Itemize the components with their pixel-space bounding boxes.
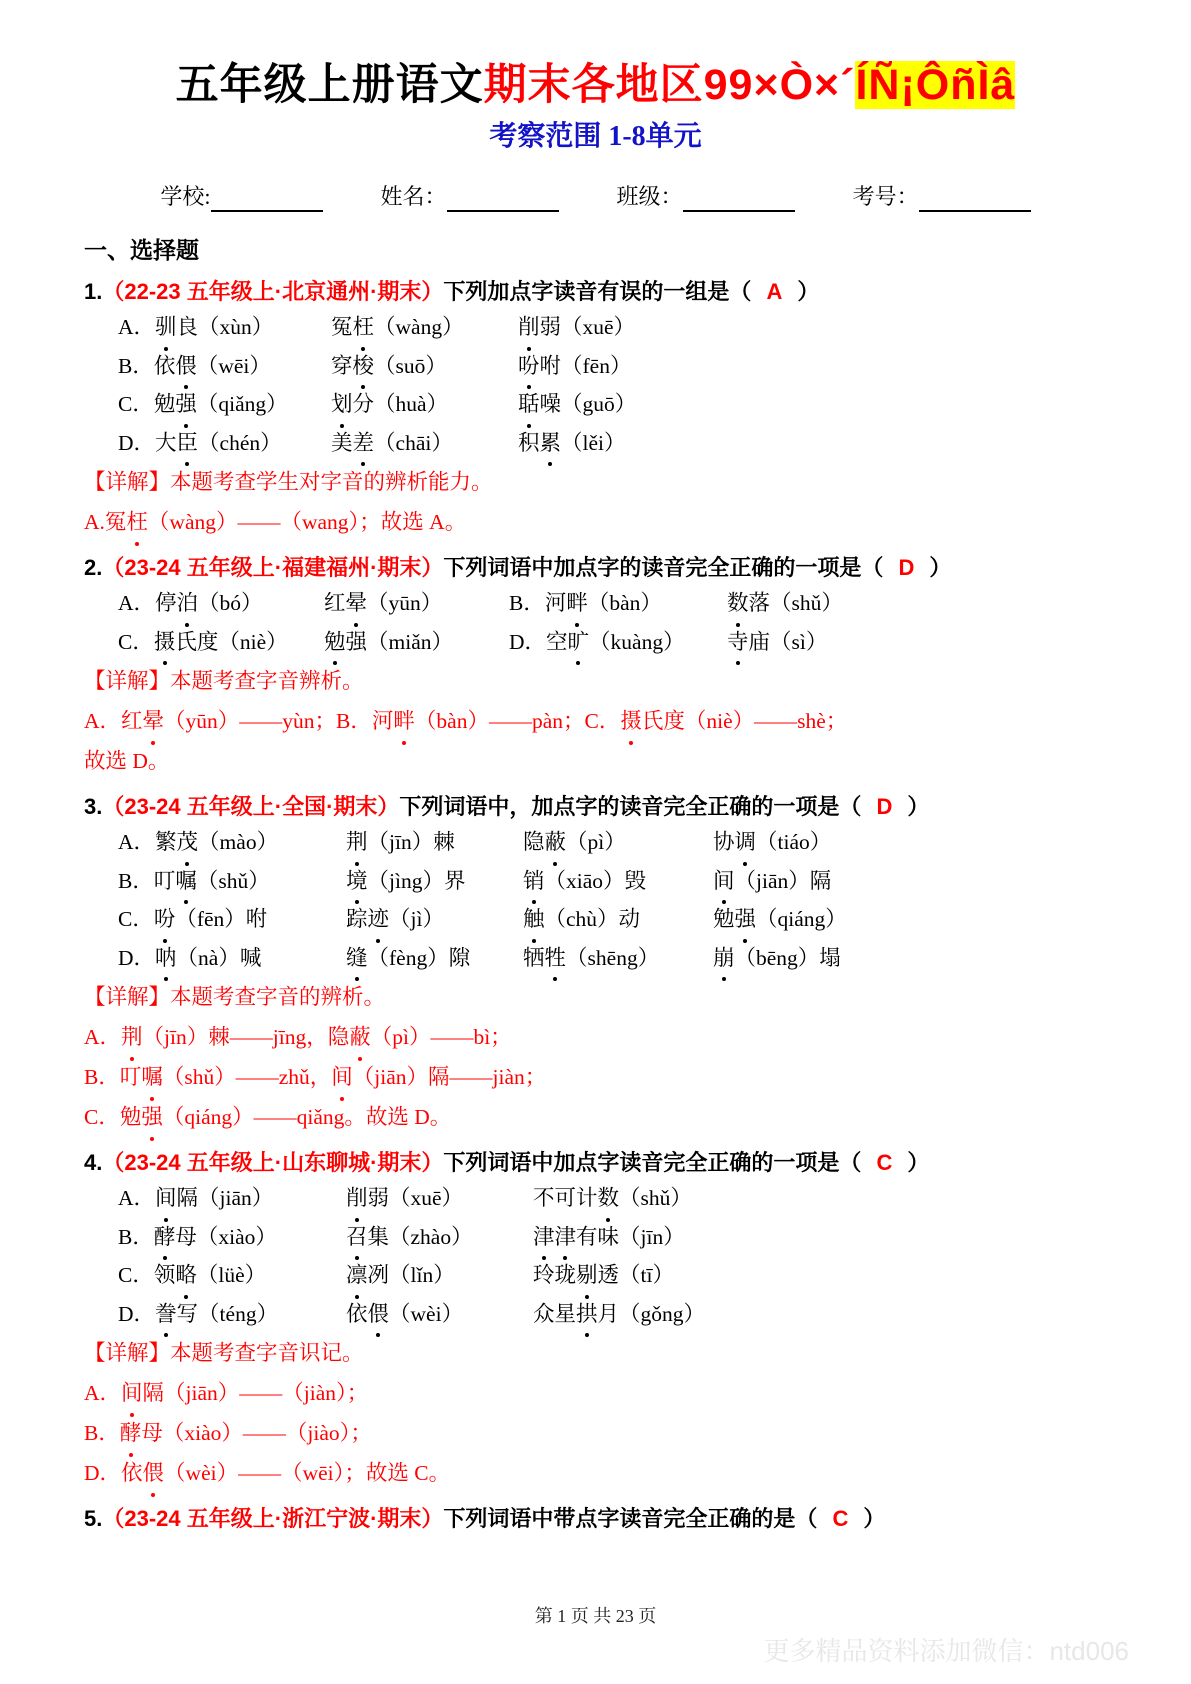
dotted-char: 津	[533, 1218, 555, 1257]
dotted-char: 偎	[368, 1295, 390, 1334]
option-cell: 踪迹（jì）	[346, 900, 523, 939]
question-5	[84, 1502, 1107, 1535]
explanation-line: A．荆（jīn）棘——jīng，隐蔽（pì）——bì；	[84, 1017, 1107, 1057]
question-source: （22-23 五年级上·北京通州·期末）	[102, 279, 444, 304]
dotted-char: 臣	[177, 424, 199, 463]
exam-number-field	[853, 182, 1031, 212]
option-cell: 积累（lěi）	[518, 424, 1107, 463]
title-highlighted-part: ÍÑ¡ÔñÌâ	[855, 61, 1016, 109]
option-cell: 美差（chāi）	[331, 424, 518, 463]
question-text: 下列词语中，加点字的读音完全正确的一项是	[399, 794, 840, 819]
option-cell: A．停泊（bó）	[118, 584, 324, 623]
dotted-char: 牲	[545, 939, 567, 978]
dotted-char: 偎	[175, 347, 197, 386]
dotted-char: 削	[518, 308, 540, 347]
option-cell: D．誊写（téng）	[118, 1295, 346, 1334]
option-cell: 隐蔽（pì）	[523, 823, 713, 862]
question-source: （23-24 五年级上·山东聊城·期末）	[102, 1150, 444, 1175]
option-cell: 玲珑剔透（tī）	[533, 1256, 1107, 1295]
dotted-char: 蔽	[545, 823, 567, 862]
question-2	[84, 551, 1107, 781]
dotted-char: 强	[141, 1097, 163, 1137]
option-cell: 触（chù）动	[523, 900, 713, 939]
watermark-text: 更多精品资料添加微信：ntd006	[763, 1636, 1129, 1666]
option-cell: 不可计数（shǔ）	[533, 1179, 1107, 1218]
question-stem	[84, 1146, 1107, 1179]
dotted-char: 迹	[368, 900, 390, 939]
option-cell: 穿梭（suō）	[331, 347, 518, 386]
dotted-char: 间	[713, 862, 735, 901]
school-field	[160, 182, 322, 212]
option-row	[118, 1295, 1107, 1334]
option-cell: 牺牲（shēng）	[523, 939, 713, 978]
question-text: 下列词语中加点字读音完全正确的一项是	[443, 1150, 840, 1175]
question-number: 5.	[84, 1506, 103, 1531]
school-label: 学校:	[160, 184, 211, 209]
dotted-char: 蔽	[349, 1017, 371, 1057]
dotted-char: 缝	[346, 939, 368, 978]
option-cell: 冤枉（wàng）	[331, 308, 518, 347]
dotted-char: 泊	[177, 584, 199, 623]
option-cell: 勉强（qiáng）	[713, 900, 1107, 939]
option-cell: 崩（bēng）塌	[713, 939, 1107, 978]
option-cell: 寺庙（sì）	[727, 623, 1107, 662]
answer-open-paren: （	[839, 794, 862, 819]
option-cell: B．河畔（bàn）	[509, 584, 727, 623]
explanation-line: 故选 D。	[84, 749, 170, 773]
option-cell: 缝（fèng）隙	[346, 939, 523, 978]
option-row	[118, 385, 1107, 424]
dotted-char: 荆	[346, 823, 368, 862]
option-row	[118, 424, 1107, 463]
option-cell: 勉强（miǎn）	[324, 623, 509, 662]
option-cell: 协调（tiáo）	[713, 823, 1107, 862]
dotted-char: 吩	[518, 347, 540, 386]
option-row	[118, 584, 1107, 623]
explanation-line: D．依偎（wèi）——（wēi）；故选 C。	[84, 1453, 1107, 1493]
answer-letter: A	[766, 279, 783, 304]
page-number-footer: 第 1 页 共 23 页	[534, 1606, 657, 1626]
dotted-char: 酵	[120, 1413, 142, 1453]
dotted-char: 累	[540, 424, 562, 463]
option-cell: D．呐（nà）喊	[118, 939, 346, 978]
dotted-char: 略	[175, 1256, 197, 1295]
option-cell: C．吩（fēn）咐	[118, 900, 346, 939]
dotted-char: 旷	[568, 623, 590, 662]
dotted-char: 销	[523, 862, 545, 901]
option-cell: 境（jìng）界	[346, 862, 523, 901]
question-number: 1.	[84, 279, 103, 304]
explanation-line: 【详解】本题考查学生对字音的辨析能力。	[84, 470, 493, 494]
answer-open-paren: （	[729, 279, 752, 304]
dotted-char: 强	[175, 385, 197, 424]
option-row	[118, 1179, 1107, 1218]
dotted-char: 拱	[576, 1295, 598, 1334]
name-blank	[447, 186, 559, 212]
answer-letter: C	[832, 1506, 849, 1531]
option-cell: C．领略（lüè）	[118, 1256, 346, 1295]
option-cell: D．空旷（kuàng）	[509, 623, 727, 662]
option-cell: C．摄氏度（niè）	[118, 623, 324, 662]
option-cell: B．依偎（wēi）	[118, 347, 331, 386]
question-stem	[84, 551, 1107, 584]
dotted-char: 畔	[393, 701, 415, 741]
answer-close-paren: ）	[907, 1150, 930, 1175]
dotted-char: 嘱	[141, 1057, 163, 1097]
dotted-char: 荆	[121, 1017, 143, 1057]
dotted-char: 吩	[154, 900, 176, 939]
dotted-char: 晕	[143, 701, 165, 741]
dotted-char: 聒	[518, 385, 540, 424]
question-source: （23-24 五年级上·浙江宁波·期末）	[102, 1506, 444, 1531]
dotted-char: 数	[598, 1179, 620, 1218]
question-text: 下列加点字读音有误的一组是	[443, 279, 730, 304]
question-source: （23-24 五年级上·福建福州·期末）	[102, 555, 444, 580]
option-row	[118, 939, 1107, 978]
dotted-char: 划	[331, 385, 353, 424]
page-title	[0, 60, 1191, 110]
dotted-char: 凛	[346, 1256, 368, 1295]
dotted-char: 间	[155, 1179, 177, 1218]
exam-scope-subtitle: 考察范围 1-8单元	[489, 121, 702, 152]
option-row	[118, 1256, 1107, 1295]
explanation-line: A.冤枉（wàng）——（wang）；故选 A。	[84, 502, 1107, 542]
option-cell: B．叮嘱（shǔ）	[118, 862, 346, 901]
option-row	[118, 623, 1107, 662]
question-text: 下列词语中带点字读音完全正确的是	[443, 1506, 796, 1531]
question-text: 下列词语中加点字的读音完全正确的一项是	[443, 555, 862, 580]
explanation-line: B．酵母（xiào）——（jiào）；	[84, 1413, 1107, 1453]
dotted-char: 驯	[155, 308, 177, 347]
question-number: 3.	[84, 794, 103, 819]
dotted-char: 削	[346, 1179, 368, 1218]
dotted-char: 誊	[155, 1295, 177, 1334]
dotted-char: 摄	[620, 701, 642, 741]
question-stem	[84, 1502, 1107, 1535]
school-blank	[211, 186, 323, 212]
answer-open-paren: （	[861, 555, 884, 580]
dotted-char: 崩	[713, 939, 735, 978]
question-3	[84, 790, 1107, 1137]
option-cell: B．酵母（xiào）	[118, 1218, 346, 1257]
dotted-char: 嘱	[175, 862, 197, 901]
question-4	[84, 1146, 1107, 1493]
option-cell: 聒噪（guō）	[518, 385, 1107, 424]
option-cell: 间（jiān）隔	[713, 862, 1107, 901]
explanation-line: A．红晕（yūn）——yùn；B．河畔（bàn）——pàn；C．摄氏度（niè）——shè；	[84, 701, 1107, 741]
dotted-char: 剔	[576, 1256, 598, 1295]
option-cell: 数落（shǔ）	[727, 584, 1107, 623]
dotted-char: 梭	[353, 347, 375, 386]
option-cell: 划分（huà）	[331, 385, 518, 424]
answer-letter: D	[876, 794, 893, 819]
dotted-char: 间	[121, 1373, 143, 1413]
class-label: 班级：	[616, 184, 683, 209]
dotted-char: 数	[727, 584, 749, 623]
option-cell: A．间隔（jiān）	[118, 1179, 346, 1218]
option-cell: 荆（jīn）棘	[346, 823, 523, 862]
option-cell: 削弱（xuē）	[518, 308, 1107, 347]
option-row	[118, 347, 1107, 386]
option-cell: D．大臣（chén）	[118, 424, 331, 463]
explanation-line: B．叮嘱（shǔ）——zhǔ，间（jiān）隔——jiàn；	[84, 1057, 1107, 1097]
title-red-part: 期末各地区99×Ò×´	[483, 61, 856, 109]
option-cell: A．繁茂（mào）	[118, 823, 346, 862]
option-cell: 津津有味（jīn）	[533, 1218, 1107, 1257]
answer-open-paren: （	[795, 1506, 818, 1531]
option-cell: 吩咐（fēn）	[518, 347, 1107, 386]
dotted-char: 召	[346, 1218, 368, 1257]
question-source: （23-24 五年级上·全国·期末）	[102, 794, 400, 819]
section-heading: 一、选择题	[84, 237, 199, 263]
question-number: 4.	[84, 1150, 103, 1175]
option-cell: 红晕（yūn）	[324, 584, 509, 623]
option-cell: A．驯良（xùn）	[118, 308, 331, 347]
answer-close-paren: ）	[929, 555, 952, 580]
option-row	[118, 308, 1107, 347]
answer-letter: D	[898, 555, 915, 580]
dotted-char: 寺	[727, 623, 749, 662]
dotted-char: 茂	[177, 823, 199, 862]
option-cell: 销（xiāo）毁	[523, 862, 713, 901]
dotted-char: 枉	[353, 308, 375, 347]
answer-letter: C	[876, 1150, 893, 1175]
dotted-char: 差	[353, 424, 375, 463]
answer-close-paren: ）	[907, 794, 930, 819]
question-stem	[84, 275, 1107, 308]
question-1	[84, 275, 1107, 542]
dotted-char: 枉	[126, 502, 148, 542]
dotted-char: 津	[555, 1218, 577, 1257]
dotted-char: 晕	[346, 584, 368, 623]
dotted-char: 境	[346, 862, 368, 901]
explanation-line: 【详解】本题考查字音识记。	[84, 1341, 364, 1365]
exam-number-blank	[919, 186, 1031, 212]
dotted-char: 偎	[143, 1453, 165, 1493]
title-black-part: 五年级上册语文	[175, 61, 484, 109]
answer-close-paren: ）	[797, 279, 820, 304]
dotted-char: 勉	[324, 623, 346, 662]
dotted-char: 间	[331, 1057, 353, 1097]
explanation-line: C．勉强（qiáng）——qiǎng。故选 D。	[84, 1097, 1107, 1137]
option-cell: 凛冽（lǐn）	[346, 1256, 533, 1295]
explanation-line: A．间隔（jiān）——（jiàn）；	[84, 1373, 1107, 1413]
answer-close-paren: ）	[863, 1506, 886, 1531]
name-field	[381, 182, 559, 212]
dotted-char: 强	[735, 900, 757, 939]
option-row	[118, 823, 1107, 862]
questions-content	[0, 234, 1191, 1535]
option-cell: 削弱（xuē）	[346, 1179, 533, 1218]
dotted-char: 调	[735, 823, 757, 862]
dotted-char: 触	[523, 900, 545, 939]
name-label: 姓名：	[380, 184, 447, 209]
question-number: 2.	[84, 555, 103, 580]
option-row	[118, 862, 1107, 901]
dotted-char: 摄	[154, 623, 176, 662]
option-cell: 众星拱月（gǒng）	[533, 1295, 1107, 1334]
dotted-char: 呐	[155, 939, 177, 978]
question-stem	[84, 790, 1107, 823]
option-row	[118, 1218, 1107, 1257]
option-row	[118, 900, 1107, 939]
option-cell: 依偎（wèi）	[346, 1295, 533, 1334]
dotted-char: 酵	[154, 1218, 176, 1257]
exam-number-label: 考号：	[852, 184, 919, 209]
class-field	[617, 182, 795, 212]
questions-area	[84, 275, 1107, 1535]
explanation-line: 【详解】本题考查字音的辨析。	[84, 985, 386, 1009]
class-blank	[683, 186, 795, 212]
option-cell: 召集（zhào）	[346, 1218, 533, 1257]
dotted-char: 畔	[566, 584, 588, 623]
explanation-line: 【详解】本题考查字音辨析。	[84, 669, 364, 693]
answer-open-paren: （	[839, 1150, 862, 1175]
option-cell: C．勉强（qiǎng）	[118, 385, 331, 424]
student-info-line	[0, 182, 1191, 212]
